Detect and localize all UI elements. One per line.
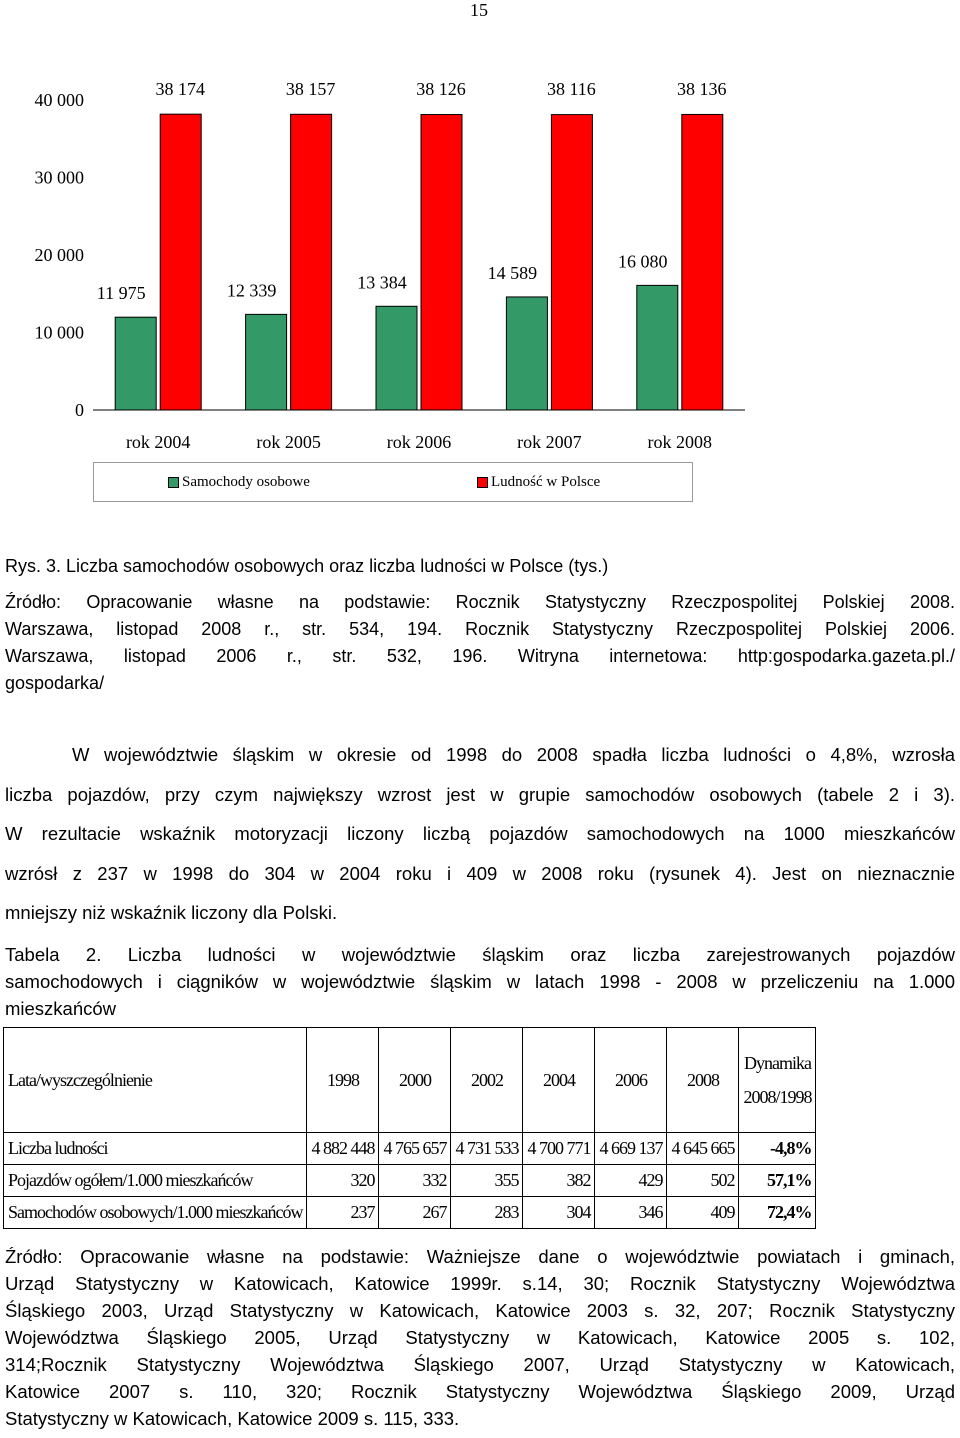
legend-item-cars — [168, 474, 310, 491]
body-line: W rezultacie wskaźnik motoryzacji liczony liczbą pojazdów samochodowych na 1000 mieszkańców — [5, 823, 955, 844]
header-year-cell: 2004 — [523, 1028, 595, 1133]
bar-population — [160, 114, 201, 410]
table-row — [4, 1133, 816, 1165]
bar-population — [291, 114, 332, 410]
legend-label-cars: Samochody osobowe — [182, 474, 310, 490]
header-year-cell: 2000 — [379, 1028, 451, 1133]
table-source — [5, 1246, 955, 1435]
table-cell: 320 — [307, 1165, 379, 1197]
x-tick-label: rok 2006 — [386, 432, 452, 452]
y-tick-label: 10 000 — [34, 322, 84, 343]
header-year-cell: 2002 — [451, 1028, 523, 1133]
source-line: Źródło: Opracowanie własne na podstawie: Rocznik Statystyczny Rzeczpospolitej Polskiej 2008. — [5, 592, 955, 612]
data-label: 16 080 — [618, 251, 668, 272]
table-cell: 304 — [523, 1197, 595, 1229]
x-tick-label: rok 2007 — [517, 432, 582, 452]
y-tick-label: 20 000 — [34, 245, 84, 265]
chart-legend — [93, 462, 693, 502]
header-year-cell: 2006 — [595, 1028, 667, 1133]
y-tick-label: 0 — [75, 400, 84, 420]
table-cell: 332 — [379, 1165, 451, 1197]
source2-line: 314;Rocznik Statystyczny Województwa Śląskiego 2007, Urząd Statystyczny w Katowicach, — [5, 1354, 955, 1375]
x-tick-label: rok 2008 — [647, 432, 713, 452]
body-line: W województwie śląskim w okresie od 1998 do 2008 spadła liczba ludności o 4,8%, wzrosła — [72, 744, 955, 765]
bar-cars — [246, 314, 287, 410]
body-line: mniejszy niż wskaźnik liczony dla Polski. — [5, 902, 338, 923]
row-label-cell: Samochodów osobowych/1.000 mieszkańców — [4, 1197, 307, 1229]
bar-cars — [115, 317, 156, 410]
table-caption-line: Tabela 2. Liczba ludności w województwie śląskim oraz liczba zarejestrowanych pojazdów — [5, 944, 955, 965]
source2-line: Województwa Śląskiego 2005, Urząd Statystyczny w Katowicach, Katowice 2005 s. 102, — [5, 1327, 955, 1348]
table-caption-line: samochodowych i ciągników w województwie śląskim w latach 1998 - 2008 w przeliczeniu na 1.000 — [5, 971, 955, 992]
table-cell: 429 — [595, 1165, 667, 1197]
source-line: Warszawa, listopad 2008 r., str. 534, 194. Rocznik Statystyczny Rzeczpospolitej Polskiej 2006. — [5, 619, 955, 639]
header-dynamics-line2: 2008/1998 — [743, 1087, 812, 1107]
body-line: wzrósł z 237 w 1998 do 304 w 2004 roku i 409 w 2008 roku (rysunek 4). Jest on nieznacznie — [5, 862, 955, 884]
table-cell: 502 — [667, 1165, 739, 1197]
data-label: 38 157 — [285, 79, 336, 99]
table-caption-line: mieszkańców — [5, 998, 117, 1019]
table-cell: 4 882 448 — [307, 1133, 379, 1165]
header-year-cell: 2008 — [667, 1028, 739, 1133]
dynamics-cell: 72,4% — [739, 1197, 816, 1229]
x-tick-label: rok 2005 — [256, 432, 321, 452]
header-dynamics-line1: Dynamika — [743, 1053, 811, 1073]
bar-population — [551, 115, 592, 410]
source2-line: Urząd Statystyczny w Katowicach, Katowice 1999r. s.14, 30; Rocznik Statystyczny Województwa — [5, 1273, 955, 1294]
source2-line: Źródło: Opracowanie własne na podstawie: Ważniejsze dane o województwie powiatach i gminach, — [5, 1246, 955, 1267]
table-cell: 382 — [523, 1165, 595, 1197]
table-header-row — [4, 1028, 816, 1133]
row-label-cell: Pojazdów ogółem/1.000 mieszkańców — [4, 1165, 307, 1197]
table-cell: 4 700 771 — [523, 1133, 595, 1165]
legend-swatch-cars — [168, 477, 179, 488]
table-cell: 4 731 533 — [451, 1133, 523, 1165]
table-cell: 267 — [379, 1197, 451, 1229]
data-label: 13 384 — [357, 272, 407, 293]
dynamics-cell: -4,8% — [739, 1133, 816, 1165]
table-cell: 355 — [451, 1165, 523, 1197]
data-label: 38 174 — [155, 79, 205, 99]
bar-cars — [506, 297, 547, 410]
data-label: 38 126 — [416, 79, 466, 99]
x-tick-label: rok 2004 — [125, 432, 191, 452]
table-row — [4, 1165, 816, 1197]
data-label: 12 339 — [226, 280, 277, 301]
legend-item-population — [477, 474, 600, 491]
dynamics-cell: 57,1% — [739, 1165, 816, 1197]
table-cell: 409 — [667, 1197, 739, 1229]
data-label: 14 589 — [487, 262, 538, 283]
bar-cars — [376, 306, 417, 410]
data-label: 11 975 — [96, 283, 146, 304]
data-label: 38 116 — [546, 79, 596, 99]
chart-source — [5, 592, 955, 700]
figure-caption: Rys. 3. Liczba samochodów osobowych oraz liczba ludności w Polsce (tys.) — [5, 556, 609, 576]
bar-population — [421, 115, 462, 410]
data-table — [3, 1027, 816, 1229]
source2-line: Katowice 2007 s. 110, 320; Rocznik Statystyczny Województwa Śląskiego 2009, Urząd — [5, 1381, 955, 1402]
data-label: 38 136 — [677, 79, 727, 99]
source2-line: Śląskiego 2003, Urząd Statystyczny w Katowicach, Katowice 2003 s. 32, 207; Rocznik Statystyczny — [5, 1300, 955, 1321]
table-cell: 4 765 657 — [379, 1133, 451, 1165]
bar-population — [682, 114, 723, 410]
y-tick-label: 30 000 — [34, 167, 84, 188]
table-row — [4, 1197, 816, 1229]
y-tick-label: 40 000 — [34, 90, 84, 110]
table-cell: 237 — [307, 1197, 379, 1229]
bar-cars — [637, 285, 678, 410]
header-year-cell: 1998 — [307, 1028, 379, 1133]
row-label-cell: Liczba ludności — [4, 1133, 307, 1165]
bar-chart — [0, 60, 760, 460]
table-cell: 283 — [451, 1197, 523, 1229]
table-caption — [5, 944, 955, 1025]
table-cell: 4 645 665 — [667, 1133, 739, 1165]
table-cell: 4 669 137 — [595, 1133, 667, 1165]
legend-label-population: Ludność w Polsce — [491, 474, 601, 490]
body-line: liczba pojazdów, przy czym największy wzrost jest w grupie samochodów osobowych (tabele 2 i 3). — [5, 783, 955, 805]
page-number: 15 — [470, 0, 488, 20]
table-cell: 346 — [595, 1197, 667, 1229]
header-label-cell: Lata/wyszczególnienie — [4, 1028, 307, 1133]
body-paragraph — [5, 744, 955, 942]
legend-swatch-population — [477, 477, 488, 488]
source-line: gospodarka/ — [5, 673, 105, 693]
source2-line: Statystyczny w Katowicach, Katowice 2009 s. 115, 333. — [5, 1408, 460, 1429]
header-dynamics-cell — [739, 1028, 816, 1133]
source-line: Warszawa, listopad 2006 r., str. 532, 196. Witryna internetowa: http:gospodarka.gazeta.pl./ — [5, 646, 955, 666]
